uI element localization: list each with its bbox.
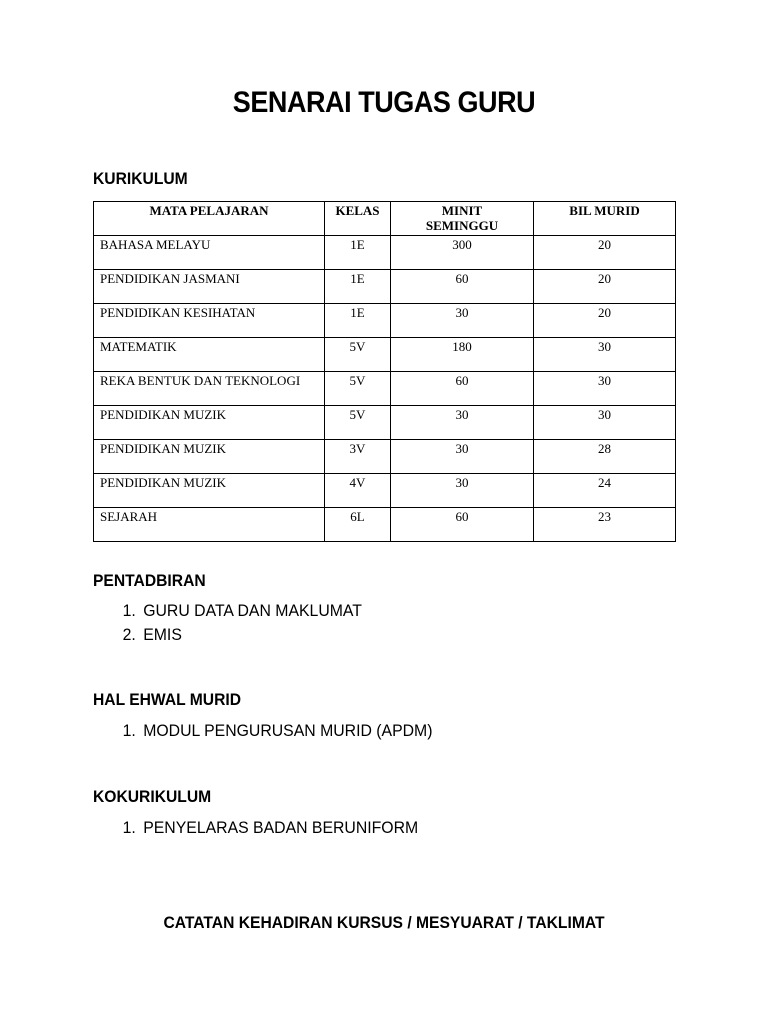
cell-minit-seminggu: 60 — [391, 270, 534, 304]
cell-bil-murid: 28 — [534, 440, 676, 474]
list-item: 1. GURU DATA DAN MAKLUMAT — [122, 601, 362, 620]
cell-mata-pelajaran: BAHASA MELAYU — [94, 236, 325, 270]
table-row — [94, 474, 676, 508]
cell-kelas: 1E — [325, 236, 391, 270]
cell-mata-pelajaran: PENDIDIKAN MUZIK — [94, 406, 325, 440]
table-row — [94, 372, 676, 406]
hal-ehwal-murid-list — [93, 719, 458, 743]
section-heading-kurikulum: KURIKULUM — [93, 169, 188, 188]
cell-minit-seminggu: 30 — [391, 406, 534, 440]
kokurikulum-list — [93, 816, 443, 840]
cell-mata-pelajaran: PENDIDIKAN KESIHATAN — [94, 304, 325, 338]
list-item-text: PENYELARAS BADAN BERUNIFORM — [143, 818, 419, 837]
table-header-row — [94, 202, 676, 236]
cell-mata-pelajaran: MATEMATIK — [94, 338, 325, 372]
list-item: 1. MODUL PENGURUSAN MURID (APDM) — [122, 721, 433, 740]
cell-minit-seminggu: 180 — [391, 338, 534, 372]
column-header-minit-seminggu-label: MINIT SEMINGGU — [425, 203, 499, 233]
section-heading-kokurikulum: KOKURIKULUM — [93, 787, 212, 806]
table-row — [94, 236, 676, 270]
cell-mata-pelajaran: SEJARAH — [94, 508, 325, 542]
section-heading-hal-ehwal-murid: HAL EHWAL MURID — [93, 690, 242, 709]
cell-mata-pelajaran: PENDIDIKAN MUZIK — [94, 440, 325, 474]
list-item: 2. EMIS — [122, 625, 182, 644]
cell-minit-seminggu: 60 — [391, 372, 534, 406]
table-row — [94, 406, 676, 440]
list-item: 1. PENYELARAS BADAN BERUNIFORM — [122, 818, 419, 837]
cell-mata-pelajaran: REKA BENTUK DAN TEKNOLOGI — [94, 372, 325, 406]
cell-kelas: 1E — [325, 270, 391, 304]
cell-bil-murid: 20 — [534, 270, 676, 304]
table-row — [94, 270, 676, 304]
column-header-kelas: KELAS — [325, 202, 391, 236]
cell-bil-murid: 24 — [534, 474, 676, 508]
column-header-minit-seminggu — [391, 202, 534, 236]
table-row — [94, 440, 676, 474]
table-row — [94, 508, 676, 542]
cell-minit-seminggu: 30 — [391, 304, 534, 338]
kurikulum-table — [93, 201, 676, 542]
page-title: SENARAI TUGAS GURU — [232, 86, 536, 119]
cell-bil-murid: 23 — [534, 508, 676, 542]
cell-minit-seminggu: 60 — [391, 508, 534, 542]
cell-bil-murid: 20 — [534, 304, 676, 338]
cell-kelas: 5V — [325, 372, 391, 406]
section-heading-pentadbiran: PENTADBIRAN — [93, 571, 206, 590]
cell-bil-murid: 30 — [534, 372, 676, 406]
table-row — [94, 338, 676, 372]
list-item-text: GURU DATA DAN MAKLUMAT — [143, 601, 362, 620]
cell-minit-seminggu: 30 — [391, 440, 534, 474]
list-item-text: MODUL PENGURUSAN MURID (APDM) — [143, 721, 433, 740]
cell-minit-seminggu: 30 — [391, 474, 534, 508]
table-row — [94, 304, 676, 338]
cell-bil-murid: 30 — [534, 338, 676, 372]
cell-kelas: 4V — [325, 474, 391, 508]
cell-kelas: 5V — [325, 338, 391, 372]
column-header-bil-murid: BIL MURID — [534, 202, 676, 236]
cell-mata-pelajaran: PENDIDIKAN JASMANI — [94, 270, 325, 304]
cell-bil-murid: 20 — [534, 236, 676, 270]
cell-minit-seminggu: 300 — [391, 236, 534, 270]
cell-kelas: 1E — [325, 304, 391, 338]
footer-heading: CATATAN KEHADIRAN KURSUS / MESYUARAT / TAKLIMAT — [163, 913, 605, 932]
cell-bil-murid: 30 — [534, 406, 676, 440]
column-header-mata-pelajaran: MATA PELAJARAN — [94, 202, 325, 236]
list-item-text: EMIS — [143, 625, 182, 644]
cell-kelas: 3V — [325, 440, 391, 474]
pentadbiran-list — [93, 599, 382, 647]
cell-mata-pelajaran: PENDIDIKAN MUZIK — [94, 474, 325, 508]
cell-kelas: 6L — [325, 508, 391, 542]
cell-kelas: 5V — [325, 406, 391, 440]
